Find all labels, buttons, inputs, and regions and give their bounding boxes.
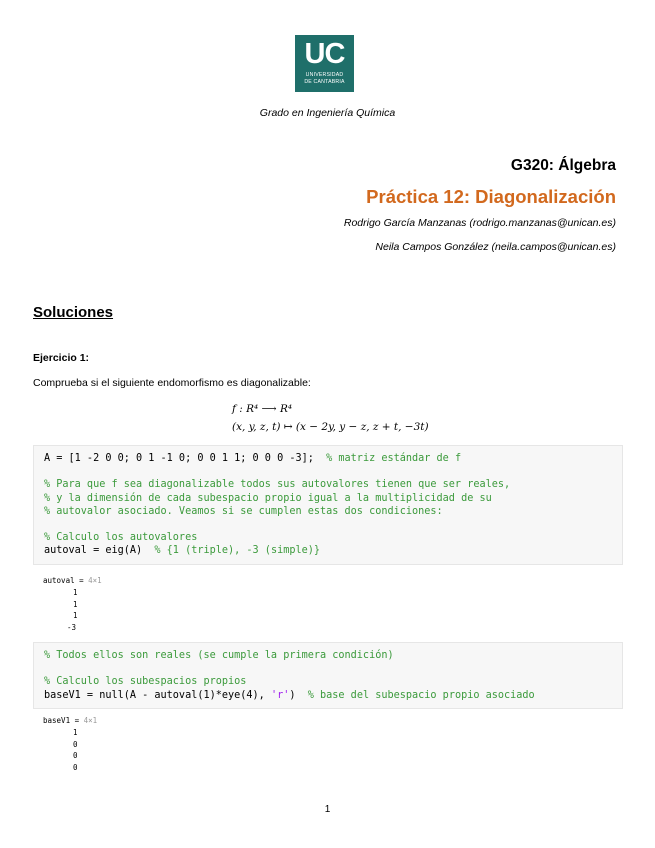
code-string: 'r' xyxy=(270,689,290,701)
code-blank-line xyxy=(44,518,612,531)
degree-title: Grado en Ingeniería Química xyxy=(259,107,396,119)
output-value: 0 xyxy=(73,763,78,773)
code-comment-line: % Todos ellos son reales (se cumple la primera condición) xyxy=(44,650,394,661)
code-comment-line: % y la dimensión de cada subespacio propio igual a la multiplicidad de su xyxy=(44,492,492,504)
code-line xyxy=(44,452,612,465)
output-block-1 xyxy=(43,575,102,634)
code-text: ) xyxy=(289,689,308,701)
output-value: 0 xyxy=(73,751,78,761)
math-line-1: f : R⁴ ⟶ R⁴ xyxy=(232,403,293,415)
university-logo xyxy=(295,35,354,92)
output-value: 1 xyxy=(73,611,78,621)
output-value: 1 xyxy=(73,599,78,609)
code-block-1 xyxy=(33,445,623,565)
output-value: 0 xyxy=(73,739,78,749)
output-value: 1 xyxy=(73,727,78,737)
author-1: Rodrigo García Manzanas (rodrigo.manzanas@unican.es) xyxy=(343,217,616,229)
code-comment-line: % Calculo los autovalores xyxy=(44,532,198,544)
code-text: autoval = eig(A) xyxy=(44,545,155,557)
code-text: baseV1 = null(A - autoval(1)*eye(4), xyxy=(44,689,271,701)
code-blank-line xyxy=(44,662,612,675)
exercise-prompt: Comprueba si el siguiente endomorfismo es diagonalizable: xyxy=(33,377,311,389)
logo-line-2: DE CANTABRIA xyxy=(304,79,345,85)
code-blank-line xyxy=(44,465,612,478)
code-line xyxy=(44,689,612,702)
code-comment-line: % autovalor asociado. Veamos si se cumplen estas dos condiciones: xyxy=(44,505,443,517)
author-2: Neila Campos González (neila.campos@unican.es) xyxy=(375,241,616,253)
course-title: G320: Álgebra xyxy=(510,157,616,174)
code-text: A = [1 -2 0 0; 0 1 -1 0; 0 0 1 1; 0 0 0 -3]; xyxy=(44,453,327,464)
page-number: 1 xyxy=(324,804,331,815)
code-block-2 xyxy=(33,642,623,709)
output-dims: 4×1 xyxy=(83,716,98,725)
practice-title: Práctica 12: Diagonalización xyxy=(366,186,616,207)
code-comment: % matriz estándar de f xyxy=(326,453,462,464)
section-title: Soluciones xyxy=(33,304,114,321)
output-var-name: baseV1 = xyxy=(43,716,84,725)
code-comment-line: % Para que f sea diagonalizable todos sus autovalores tienen que ser reales, xyxy=(44,479,511,491)
logo-line-1: UNIVERSIDAD xyxy=(305,72,344,78)
logo-abbr: UC xyxy=(304,38,345,70)
output-value: -3 xyxy=(67,623,77,633)
code-line xyxy=(44,544,612,557)
exercise-title: Ejercicio 1: xyxy=(33,352,90,364)
math-line-2: (x, y, z, t) ↦ (x − 2y, y − z, z + t, −3t) xyxy=(232,421,429,433)
output-header xyxy=(43,715,97,727)
code-comment: % {1 (triple), -3 (simple)} xyxy=(154,545,321,557)
code-comment: % base del subespacio propio asociado xyxy=(307,689,535,701)
output-value: 1 xyxy=(73,587,78,597)
output-block-2 xyxy=(43,715,97,774)
code-comment-line: % Calculo los subespacios propios xyxy=(44,676,247,688)
output-dims: 4×1 xyxy=(88,576,102,585)
output-var-name: autoval = xyxy=(43,576,89,585)
output-header xyxy=(43,575,102,587)
